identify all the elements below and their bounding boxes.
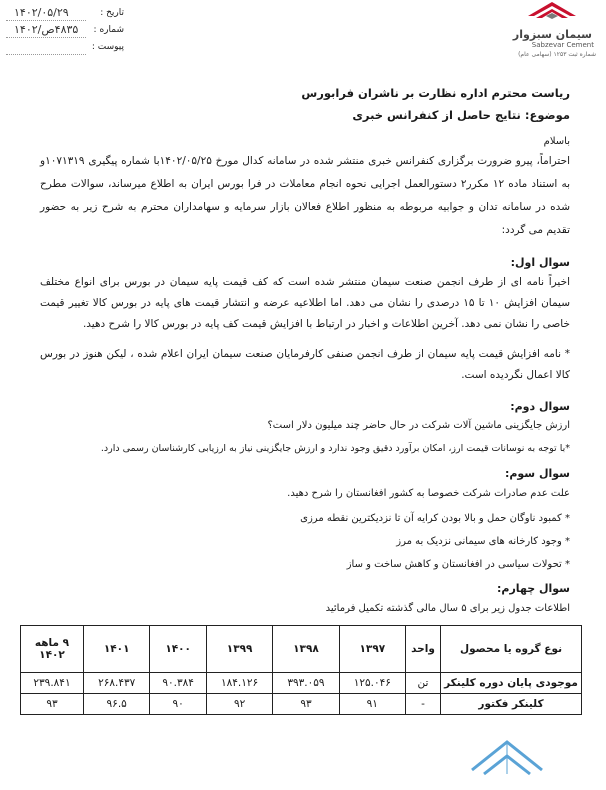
table-cell: کلینکر فکتور [441,694,582,715]
brand-registration: (سهامی عام) شماره ثبت ۱۲۵۳ [518,51,596,58]
table-cell: ۹۰.۳۸۴ [150,673,207,694]
salutation: باسلام [543,136,570,147]
brand-name-en: Sabzevar Cement [531,41,594,49]
header-1397: ۱۳۹۷ [339,626,405,673]
attachment-label: پیوست : [91,42,124,52]
number-label: شماره : [93,25,124,35]
table-cell: - [406,694,441,715]
q1-answer: * نامه افزایش قیمت پایه سیمان از طرف انجمن صنفی کارفرمایان صنعت سیمان ایران اعلام شده ، لیکن هنوز در بورس کالا اعمال نگردیده است. [40,348,570,381]
table-cell: ۹۶.۵ [84,694,150,715]
table-cell: ۹۲ [206,694,272,715]
table-cell: ۳۹۳.۰۵۹ [273,673,339,694]
header-product: نوع گروه یا محصول [441,626,582,673]
table-row [21,673,582,694]
attachment-row [6,40,124,57]
q3-title: سوال سوم: [504,467,570,480]
date-label: تاریخ : [100,8,124,18]
table-cell: ۹۱ [339,694,405,715]
date-row [6,6,124,23]
table-cell: ۹۳ [273,694,339,715]
subject: موضوع: نتایج حاصل از کنفرانس خبری [352,108,570,122]
table-cell: ۱۲۵.۰۴۶ [339,673,405,694]
intro-paragraph: احتراماً، پیرو ضرورت برگزاری کنفرانس خبری منتشر شده در سامانه کدال مورخ ۱۴۰۲/۰۵/۲۵با شماره پیگیری ۱۰۷۱۳۱۹و به استناد ماده ۱۲ مکرر۲ دستورالعمل اجرایی نحوه انجام معاملات در فرا بورس ایران به اطلاع میرساند، سوالات مطرح شده در سامانه تدان و جوابیه مربوطه به منظور اطلاع فعالان بازار سرمایه و سهامداران محترم به شرح زیر به حضور تقدیم می گردد: [40,155,570,236]
recipient: ریاست محترم اداره نظارت بر ناشران فرابورس [301,86,570,100]
q2-text: ارزش جایگزینی ماشین آلات شرکت در حال حاضر چند میلیون دلار است؟ [267,420,570,431]
header-unit: واحد [406,626,441,673]
date-value: ۱۴۰۲/۰۵/۲۹ [14,6,69,19]
table-cell: تن [406,673,441,694]
q1-text: اخیراً نامه ای از طرف انجمن صنعت سیمان منتشر شده است که کف قیمت پایه سیمان در بورس برای انواع مختلف سیمان افزایش ۱۰ تا ۱۵ درصدی را نشان می دهد. اما اطلاعیه عرضه و انتشار قیمت های پایه در بورس کالا تغییر قیمت خاصی را نشان نمی دهد. آخرین اطلاعات و اخبار در ارتباط با افزایش قیمت کف پایه در بورس کالا را شرح دهید. [40,276,571,330]
footer-logo [462,730,552,790]
q2-title: سوال دوم: [510,400,570,413]
q2-answer: *با توجه به نوسانات قیمت ارز، امکان برآورد دقیق وجود ندارد و ارزش جایگزینی نیاز به ارزیابی کارشناسان رسمی دارد. [100,443,570,454]
q3-answer-3: * تحولات سیاسی در افغانستان و کاهش ساخت و ساز [346,559,570,570]
table-cell: ۲۶۸.۴۳۷ [84,673,150,694]
number-row [6,23,124,40]
header-1398: ۱۳۹۸ [273,626,339,673]
q3-text: علت عدم صادرات شرکت خصوصا به کشور افغانستان را شرح دهید. [287,488,570,499]
table-cell: ۲۳۹.۸۴۱ [21,673,84,694]
table-row [21,694,582,715]
letter-meta [6,6,124,57]
table-cell: ۹۰ [150,694,207,715]
q4-text: اطلاعات جدول زیر برای ۵ سال مالی گذشته تکمیل فرمائید [325,603,570,614]
table-header-row [21,626,582,673]
number-value: ۴۸۳۵ص/۱۴۰۲ [14,23,79,36]
q4-title: سوال چهارم: [497,582,570,595]
production-table [20,625,582,715]
q3-answer-2: * وجود کارخانه های سیمانی نزدیک به مرز [396,536,570,547]
table-cell: ۹۳ [21,694,84,715]
table-cell: موجودی پایان دوره کلینکر [441,673,582,694]
q1-title: سوال اول: [510,256,570,269]
brand-name-fa: سیمان سبزوار [512,28,592,41]
header-9month-1402: ۹ ماهه ۱۴۰۲ [21,626,84,673]
q3-answer-1: * کمبود ناوگان حمل و بالا بودن کرایه آن تا نزدیکترین نقطه مرزی [300,513,570,524]
table-cell: ۱۸۴.۱۲۶ [206,673,272,694]
header-1401: ۱۴۰۱ [84,626,150,673]
header-1399: ۱۳۹۹ [206,626,272,673]
header-1400: ۱۴۰۰ [150,626,207,673]
